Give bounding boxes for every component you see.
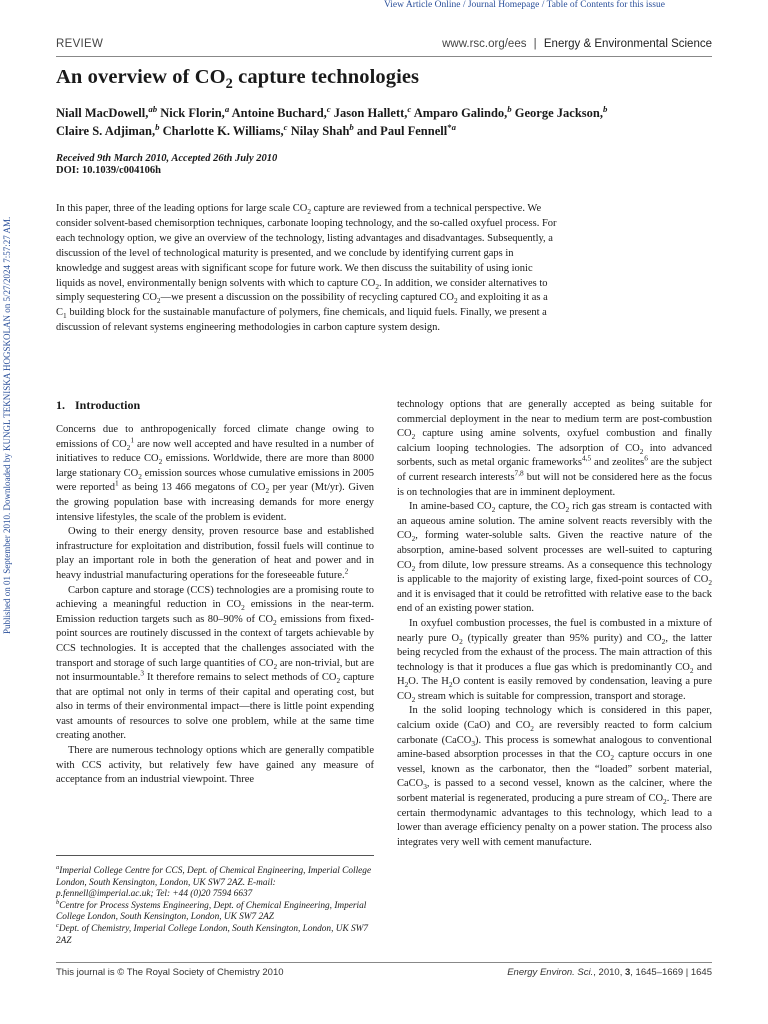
journal-url: www.rsc.org/ees <box>442 38 527 50</box>
body-paragraph: Carbon capture and storage (CCS) technologies are a promising route to achieving a meaningful reduction in $CO_2$ emissions in the near-term. Emission reduction targets such as 80–90% of $CO_2$ emissions from fixed-point sources are routinely discussed in the context of targets achievable by CCS technologies. It is accepted that the challenges associated with the transport and storage of such large quantities of $CO_2$ are non-trivial, but are not insurmountable.$^3$ It therefore remains to select methods of $CO_2$ capture that are optimal not only in terms of their capital and operating cost, but also in terms of their environmental impact—there is little point expending vast amounts of resources to solve one problem, while at the same time creating another. <box>56 584 374 742</box>
affiliation-footnote: $^b$Centre for Process Systems Engineering, Dept. of Chemical Engineering, Imperial College London, South Kensington, London, UK SW7 2AZ <box>56 898 367 923</box>
journal-name: Energy & Environmental Science <box>543 38 712 50</box>
body-paragraph: technology options that are generally accepted as being suitable for commercial deployment in the near to medium term are post-combustion $CO_2$ capture using amine solvents, oxyfuel combustion and finally calcium looping technologies. The adsorption of $CO_2$ into advanced sorbents, such as metal organic frameworks$^{4,5}$ and zeolites$^6$ are the subject of current research interests$^{7,8}$ but will not be considered here as the focus is on technologies that are in imminent deployment. <box>397 399 712 498</box>
copyright-notice: This journal is © The Royal Society of Chemistry 2010 <box>56 967 284 978</box>
journal-header <box>442 38 712 50</box>
citation-info: Energy Environ. Sci., 2010, 3, 1645–1669 | 1645 <box>507 967 712 978</box>
link-separator: / <box>460 0 468 10</box>
affiliation-footnote: $^c$Dept. of Chemistry, Imperial College London, South Kensington, London, UK SW7 2AZ <box>56 921 369 946</box>
body-paragraph: There are numerous technology options which are generally compatible with CCS activity, but relatively few have gained any measure of acceptance from an industrial viewpoint. Three <box>56 745 374 786</box>
article-title: An overview of $CO_2$ capture technologies <box>56 66 420 93</box>
right-column <box>397 398 712 850</box>
journal-homepage-link[interactable]: Journal Homepage <box>467 0 540 10</box>
right-body-text <box>397 398 712 850</box>
view-article-online-link[interactable]: View Article Online <box>384 0 461 10</box>
left-column <box>56 398 374 788</box>
link-separator: / <box>539 0 547 10</box>
top-links-bar <box>384 0 665 10</box>
doi: DOI: 10.1039/c004106h <box>56 165 161 176</box>
footer-rule <box>56 962 712 963</box>
body-paragraph: In oxyfuel combustion processes, the fuel is combusted in a mixture of nearly pure $O_2$ (typically greater than 95% purity) and $CO_2$, the latter being recycled from the exhaust of the process. The main attraction of this technology is that it produces a flue gas which is predominantly $CO_2$ and $H_2O$. The $H_2O$ content is easily removed by condensation, leaving a pure $CO_2$ stream which is suitable for compression, transport and storage. <box>397 617 713 704</box>
section-number: 1. <box>56 398 65 412</box>
header-rule <box>56 56 712 57</box>
affiliation-footnote: $^a$Imperial College Centre for CCS, Dept. of Chemical Engineering, Imperial College London, South Kensington, London, UK SW7 2AZ. E-mail: p.fennell@imperial.ac.uk; Tel: +44 (0)20 7594 6637 <box>56 863 372 900</box>
received-dates: Received 9th March 2010, Accepted 26th July 2010 <box>56 153 278 164</box>
section-title: Introduction <box>75 398 141 412</box>
affiliation-footnotes <box>56 863 374 947</box>
publication-side-note: Published on 01 September 2010. Downloaded by KUNGL TEKNISKA HOGSKOLAN on 5/27/2024 7:57:27 AM. <box>2 216 12 634</box>
header-separator: | <box>533 38 537 50</box>
section-label: REVIEW <box>56 38 104 50</box>
abstract: In this paper, three of the leading options for large scale $CO_2$ capture are reviewed from a technical perspective. We consider solvent-based chemisorption techniques, carbonate looping technology, and the so-called oxyfuel process. For each technology option, we give an overview of the technology, listing advantages and disadvantages. Subsequently, a discussion of the level of technological maturity is presented, and we conclude by identifying current gaps in knowledge and suggest areas with significant scope for future work. We then discuss the suitability of using ionic liquids as novel, environmentally benign solvents with which to capture $CO_2$. In addition, we consider alternatives to simply sequestering $CO_2—we$ present a discussion on the possibility of recycling captured $CO_2$ and exploiting it as a $C_1$ building block for the sustainable manufacture of polymers, fine chemicals, and liquid fuels. Finally, we present a discussion of relevant systems engineering methodologies in carbon capture system design. <box>56 203 557 334</box>
body-paragraph: Concerns due to anthropogenically forced climate change owing to emissions of $CO_2^1$ are now well accepted and have resulted in a number of initiatives to reduce $CO_2$ emissions. Worldwide, there are more than 8000 large stationary $CO_2$ emission sources whose cumulative emissions in 2005 were reported$^1$ as being 13 466 megatons of $CO_2$ per year (Mt/yr). Given the growing population base with increasing demands for more energy intensive lifestyles, the scale of the problem is evident. <box>56 424 375 523</box>
body-paragraph: In the solid looping technology which is considered in this paper, calcium oxide (CaO) and $CO_2$ are reversibly reacted to form calcium carbonate (CaCO$_3$). This process is somewhat analogous to conventional amine-based absorption processes in that the $CO_2$ capture occurs in one vessel, known as the carbonator, then the “loaded” sorbent material, CaCO$_3$, is passed to a second vessel, known as the calciner, where the sorbent material is regenerated, producing a pure stream of $CO_2$. There are certain thermodynamic advantages to this technology, which lead to a lower than average efficiency penalty on a power station. The process also integrates very well with cement manufacture. <box>397 705 713 848</box>
body-paragraph: Owing to their energy density, proven resource base and established infrastructure for exploitation and distribution, fossil fuels will continue to play an important role in both the generation of heat and power and in heavy industrial manufacturing operations for the foreseeable future.$^2$ <box>56 526 374 581</box>
left-body-text <box>56 423 374 788</box>
author-list: Niall MacDowell,$^{ab}$ Nick Florin,$^a$ Antoine Buchard,$^c$ Jason Hallett,$^c$ Amparo Galindo,$^b$ George Jackson,$^b$ Claire S. Adjiman,$^b$ Charlotte K. Williams,$^c$ Nilay Shah$^b$ and Paul Fennell$^{*a}$ <box>56 103 608 138</box>
footnote-rule <box>56 855 374 856</box>
body-paragraph: In amine-based $CO_2$ capture, the $CO_2$ rich gas stream is contacted with an aqueous amine solution. The amine solvent reacts reversibly with the $CO_2$, forming water-soluble salts. Given the reactive nature of the absorption, amine-based solvent processes are well-suited to capturing $CO_2$ from dilute, low pressure streams. As a consequence this technology is applicable to the majority of existing large, fixed-point sources of $CO_2$ and it is envisaged that it could be retrofitted with relative ease to the back end of an existing power station. <box>397 501 712 615</box>
table-of-contents-link[interactable]: Table of Contents for this issue <box>546 0 665 10</box>
section-heading <box>56 398 374 413</box>
